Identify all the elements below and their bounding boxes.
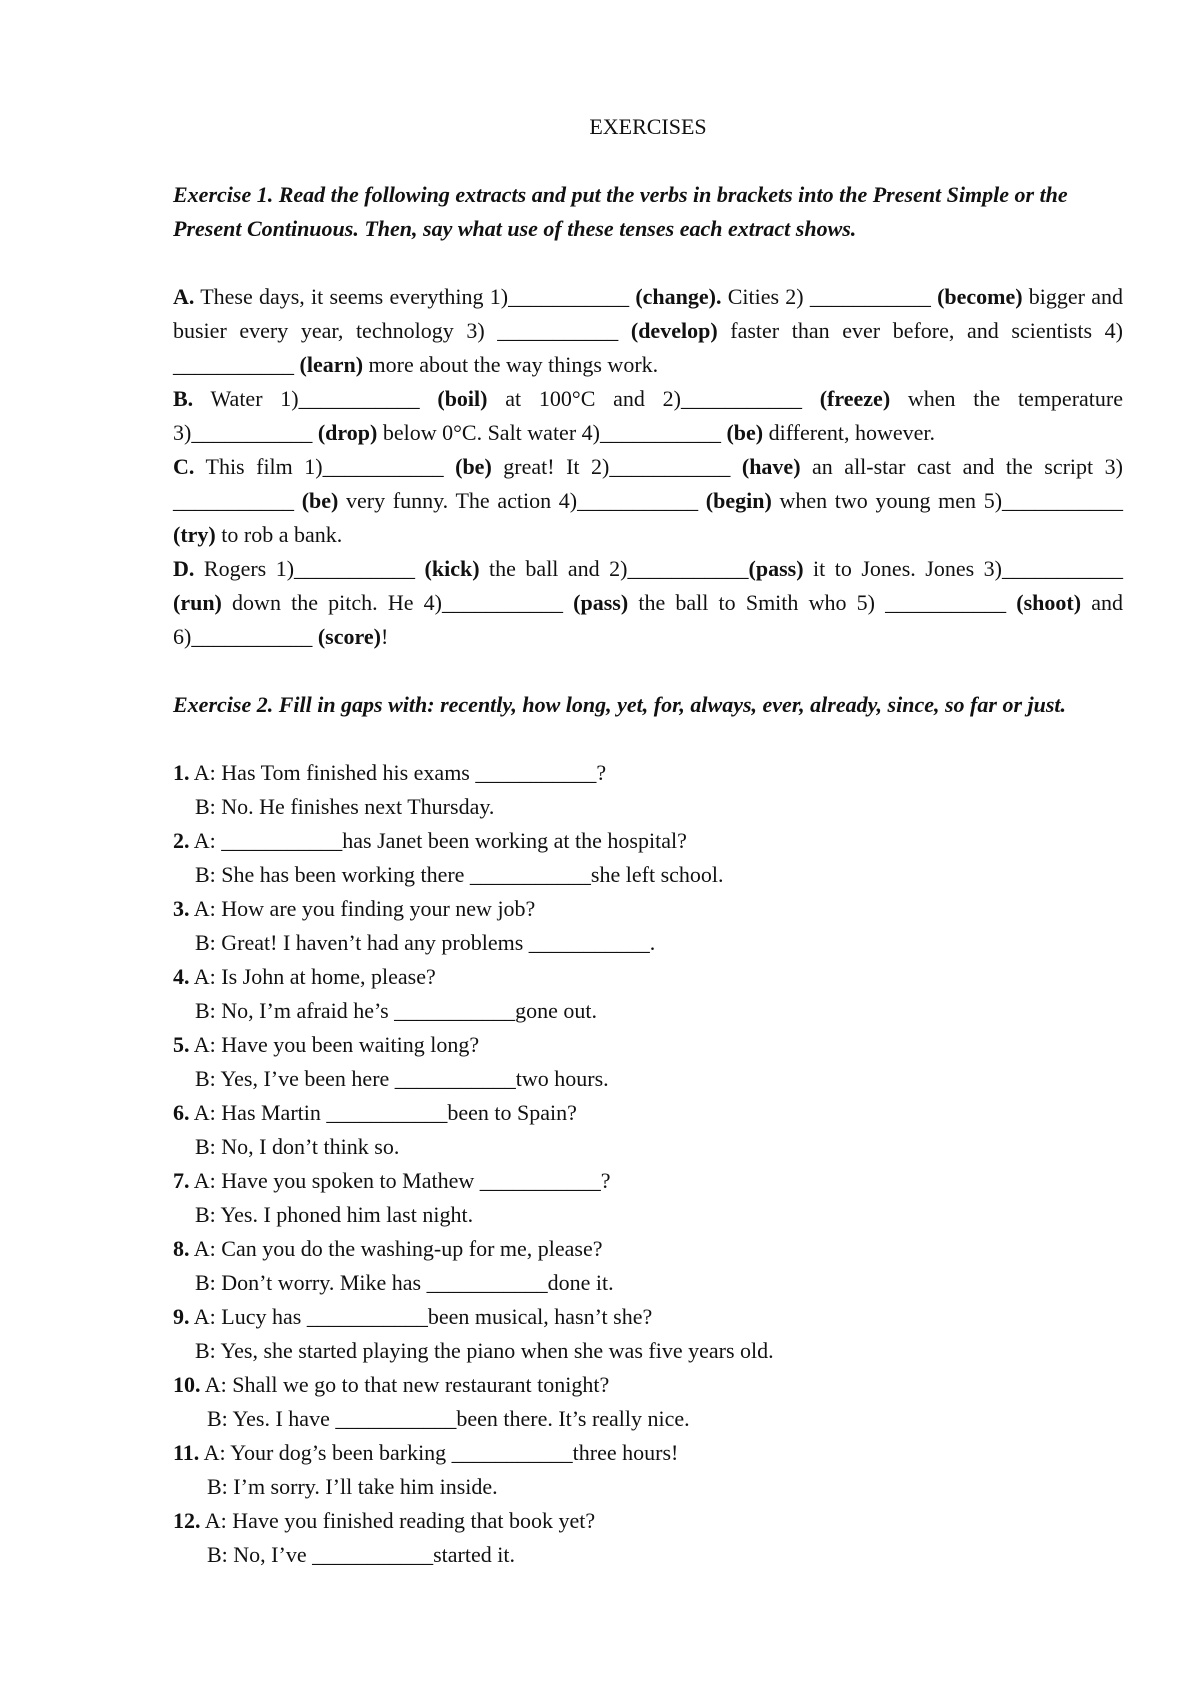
list-item [173,756,1123,824]
list-item [173,824,1123,892]
speaker-a-line: A: Has Tom finished his exams ___________? [189,760,607,785]
speaker-a-line: A: ___________has Janet been working at the hospital? [189,828,687,853]
section-text: an all-star cast and the script 3) ___________ [173,454,1123,513]
speaker-b-line: B: Don’t worry. Mike has ___________done it. [195,1270,614,1295]
page-title: EXERCISES [589,114,707,139]
speaker-b-line: B: She has been working there ___________she left school. [195,862,724,887]
item-number: 3. [173,896,190,921]
section-text: to rob a bank. [215,522,343,547]
item-number: 10. [173,1372,201,1397]
verb-cue: (try) [173,522,216,547]
verb-cue: (drop) [317,420,378,445]
exercise-1-section-b [173,382,1123,450]
section-letter: C. [173,454,195,479]
list-item [173,1504,1123,1572]
section-text: These days, it seems everything 1)___________ [194,284,636,309]
list-item [173,960,1123,1028]
section-text: faster than ever before, and scientists 4) ___________ [173,318,1123,377]
item-number: 12. [173,1508,201,1533]
speaker-b-line: B: Yes. I have ___________been there. It’s really nice. [207,1406,690,1431]
verb-cue: (learn) [299,352,364,377]
speaker-a-line: A: How are you finding your new job? [189,896,536,921]
speaker-b-line: B: Great! I haven’t had any problems ___________. [195,930,656,955]
spacer [173,654,1123,688]
section-text: down the pitch. He 4)___________ [221,590,574,615]
speaker-b-line: B: Yes, I’ve been here ___________two hours. [195,1066,609,1091]
item-number: 2. [173,828,190,853]
list-item [173,1232,1123,1300]
section-text: very funny. The action 4)___________ [338,488,706,513]
item-number: 8. [173,1236,190,1261]
verb-cue: (develop) [630,318,718,343]
list-item [173,1436,1123,1504]
speaker-a-line: A: Have you finished reading that book yet? [200,1508,596,1533]
verb-cue: (be) [726,420,764,445]
verb-cue: (have) [741,454,801,479]
verb-cue: (boil) [437,386,488,411]
verb-cue: (shoot) [1016,590,1082,615]
speaker-a-line: A: Have you been waiting long? [189,1032,480,1057]
speaker-b-line: B: Yes, she started playing the piano when she was five years old. [195,1338,774,1363]
section-text: below 0°C. Salt water 4)___________ [377,420,727,445]
item-number: 7. [173,1168,190,1193]
item-number: 9. [173,1304,190,1329]
speaker-b-line: B: Yes. I phoned him last night. [195,1202,474,1227]
speaker-a-line: A: Shall we go to that new restaurant tonight? [200,1372,610,1397]
speaker-a-line: A: Lucy has ___________been musical, hasn’t she? [189,1304,653,1329]
section-letter: B. [173,386,194,411]
item-number: 6. [173,1100,190,1125]
list-item [173,1096,1123,1164]
item-number: 1. [173,760,190,785]
speaker-b-line: B: No, I’m afraid he’s ___________gone out. [195,998,598,1023]
verb-cue: (begin) [705,488,772,513]
worksheet-page [173,110,1123,1572]
section-text: Rogers 1)___________ [194,556,425,581]
section-text: the ball and 2)___________ [479,556,749,581]
speaker-a-line: A: Has Martin ___________been to Spain? [189,1100,577,1125]
section-text: Water 1)___________ [193,386,438,411]
speaker-a-line: A: Is John at home, please? [189,964,436,989]
section-text: when two young men 5)___________ [771,488,1124,513]
section-text: ! [380,624,389,649]
verb-cue: (be) [301,488,339,513]
speaker-a-line: A: Can you do the washing-up for me, please? [189,1236,603,1261]
section-text: and 6)___________ [173,590,1124,649]
exercise-1-body [173,280,1123,654]
item-number: 5. [173,1032,190,1057]
list-item [173,892,1123,960]
verb-cue: (become) [937,284,1023,309]
section-text: the ball to Smith who 5) ___________ [628,590,1017,615]
exercise-1-section-c [173,450,1123,552]
speaker-b-line: B: No. He finishes next Thursday. [195,794,495,819]
speaker-b-line: B: No, I don’t think so. [195,1134,400,1159]
section-text: it to Jones. Jones 3)___________ [803,556,1123,581]
list-item [173,1164,1123,1232]
verb-cue: (kick) [424,556,480,581]
item-number: 4. [173,964,190,989]
speaker-b-line: B: I’m sorry. I’ll take him inside. [207,1474,498,1499]
section-text: more about the way things work. [363,352,659,377]
section-text: This film 1)___________ [194,454,456,479]
verb-cue: (be) [455,454,492,479]
section-letter: A. [173,284,195,309]
exercise-2-list [173,756,1123,1572]
verb-cue: (pass) [573,590,629,615]
exercise-1-section-d [173,552,1123,654]
list-item [173,1028,1123,1096]
verb-cue: (run) [173,590,222,615]
speaker-b-line: B: No, I’ve ___________started it. [207,1542,515,1567]
item-number: 11. [173,1440,200,1465]
exercise-1-section-a [173,280,1123,382]
section-text: different, however. [763,420,936,445]
verb-cue: (pass) [748,556,804,581]
verb-cue: (score) [317,624,381,649]
list-item [173,1300,1123,1368]
verb-cue: (freeze) [819,386,891,411]
section-text: great! It 2)___________ [491,454,742,479]
speaker-a-line: A: Your dog’s been barking ___________three hours! [199,1440,679,1465]
section-letter: D. [173,556,195,581]
section-text: bigger and busier every year, technology 3) ___________ [173,284,1123,343]
verb-cue: (change). [635,284,722,309]
section-text: when the temperature 3)___________ [173,386,1123,445]
speaker-a-line: A: Have you spoken to Mathew ___________? [189,1168,611,1193]
section-text: Cities 2) ___________ [721,284,938,309]
section-text: at 100°C and 2)___________ [487,386,820,411]
exercise-1-heading: Exercise 1. Read the following extracts and put the verbs in brackets into the Present Simple or the Present Continuous. Then, say what use of these tenses each extract shows. [173,182,1068,241]
exercise-2-heading: Exercise 2. Fill in gaps with: recently, how long, yet, for, always, ever, already, since, so far or just. [173,692,1067,717]
list-item [173,1368,1123,1436]
